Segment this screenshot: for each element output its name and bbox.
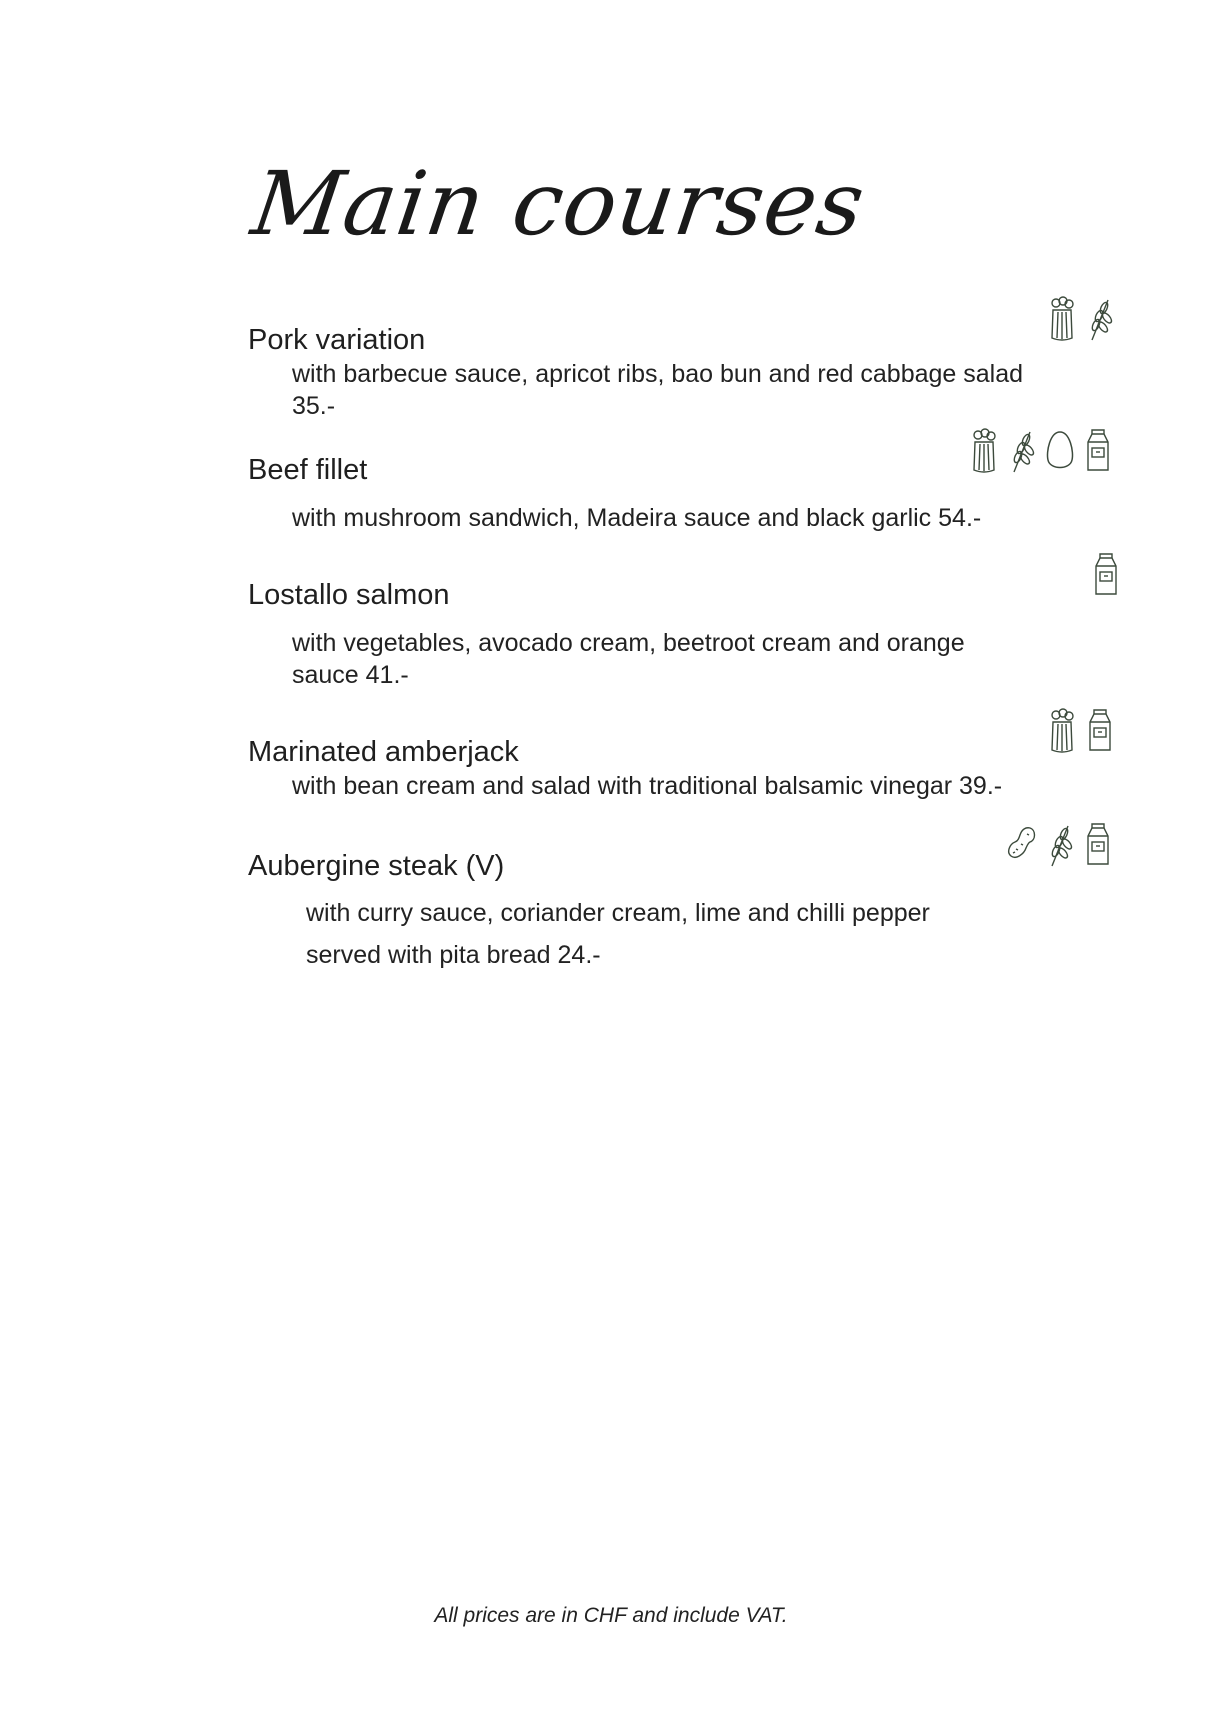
dish-name: Lostallo salmon (248, 579, 450, 611)
dish-description-continued: served with pita bread 24.- (306, 941, 601, 969)
dish-description: with bean cream and salad with traditional balsamic vinegar 39.- (292, 772, 1003, 800)
celery-icon (1046, 296, 1078, 342)
peanut-icon (1006, 822, 1038, 868)
egg-icon (1044, 428, 1076, 474)
gluten-icon (1044, 822, 1076, 868)
allergen-icons (1046, 708, 1116, 754)
dish-price: 35.- (292, 392, 336, 420)
menu-item-pork-variation (248, 322, 1128, 422)
celery-icon (1046, 708, 1078, 754)
celery-icon (968, 428, 1000, 474)
menu-item-aubergine-steak (248, 848, 1128, 976)
page-title: Main courses (246, 152, 872, 255)
gluten-icon (1084, 296, 1116, 342)
milk-icon (1082, 822, 1114, 868)
allergen-icons (1006, 822, 1114, 868)
dish-description-continued: sauce 41.- (292, 661, 409, 689)
dish-description: with mushroom sandwich, Madeira sauce and black garlic 54.- (292, 504, 982, 532)
dish-name: Marinated amberjack (248, 736, 519, 768)
dish-name: Aubergine steak (V) (248, 850, 505, 882)
milk-icon (1082, 428, 1114, 474)
milk-icon (1090, 552, 1122, 598)
gluten-icon (1006, 428, 1038, 474)
allergen-icons (1046, 296, 1116, 342)
price-note-footer: All prices are in CHF and include VAT. (434, 1604, 788, 1627)
dish-description: with curry sauce, coriander cream, lime and chilli pepper (306, 899, 930, 927)
allergen-icons (968, 428, 1114, 474)
menu-item-marinated-amberjack (248, 734, 1128, 802)
allergen-icons (1090, 552, 1122, 598)
dish-description: with vegetables, avocado cream, beetroot cream and orange (292, 629, 965, 657)
milk-icon (1084, 708, 1116, 754)
dish-description: with barbecue sauce, apricot ribs, bao bun and red cabbage salad (292, 360, 1024, 388)
dish-name: Beef fillet (248, 454, 368, 486)
menu-item-lostallo-salmon (248, 577, 1128, 691)
dish-name: Pork variation (248, 324, 426, 356)
